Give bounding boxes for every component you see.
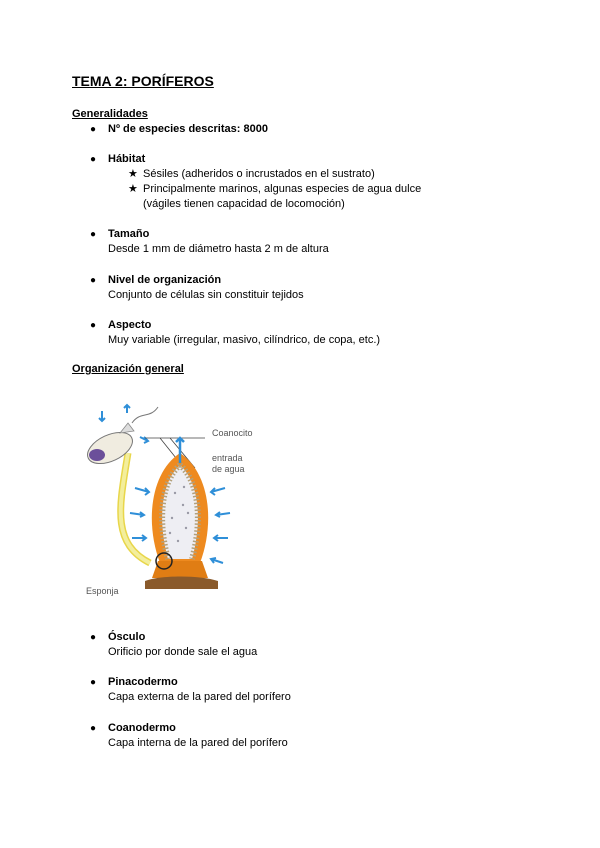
figure-label-entrada: entrada — [212, 453, 243, 463]
item-head: Tamaño — [108, 228, 150, 240]
section-heading-organizacion: Organización general — [72, 363, 184, 375]
figure-label-esponja: Esponja — [86, 586, 119, 596]
choanocyte-nucleus — [89, 449, 105, 461]
item-desc: Orificio por donde sale el agua — [108, 646, 258, 658]
sub-item-text: (vágiles tienen capacidad de locomoción) — [143, 198, 345, 210]
item-head: Coanodermo — [108, 722, 176, 734]
sponge-diagram — [80, 393, 280, 608]
sub-item-text: Principalmente marinos, algunas especies de agua dulce — [143, 183, 422, 195]
bullet-icon: ● — [90, 124, 97, 135]
item-desc: Muy variable (irregular, masivo, cilíndrico, de copa, etc.) — [108, 334, 381, 346]
star-icon: ★ — [128, 183, 138, 195]
section-heading-generalidades: Generalidades — [72, 108, 148, 120]
item-head: Hábitat — [108, 153, 146, 165]
item-desc: Capa externa de la pared del porífero — [108, 691, 291, 703]
bullet-icon: ● — [90, 229, 97, 240]
page-title: TEMA 2: PORÍFEROS — [72, 73, 214, 89]
star-icon: ★ — [128, 168, 138, 180]
flagellum — [132, 407, 158, 423]
bullet-icon: ● — [90, 275, 97, 286]
item-desc: Conjunto de células sin constituir tejidos — [108, 289, 304, 301]
figure-label-coanocito: Coanocito — [212, 428, 253, 438]
bullet-icon: ● — [90, 677, 97, 688]
item-head: Nivel de organización — [108, 274, 222, 286]
figure-label-agua: de agua — [212, 464, 245, 474]
item-head: Ósculo — [108, 631, 146, 643]
sponge-illustration — [80, 393, 280, 608]
item-desc: Desde 1 mm de diámetro hasta 2 m de altura — [108, 243, 329, 255]
item-head: Nº de especies descritas: 8000 — [108, 123, 268, 135]
bullet-icon: ● — [90, 154, 97, 165]
choanocyte-collar — [120, 423, 134, 433]
sponge-base — [152, 561, 208, 578]
substrate — [145, 577, 218, 590]
water-arrow-icon — [124, 405, 130, 413]
bullet-icon: ● — [90, 632, 97, 643]
item-head: Pinacodermo — [108, 676, 178, 688]
bullet-icon: ● — [90, 723, 97, 734]
sub-item-text: Sésiles (adheridos o incrustados en el sustrato) — [143, 168, 375, 180]
item-desc: Capa interna de la pared del porífero — [108, 737, 288, 749]
water-arrow-icon — [99, 411, 105, 421]
bullet-icon: ● — [90, 320, 97, 331]
item-head: Aspecto — [108, 319, 152, 331]
